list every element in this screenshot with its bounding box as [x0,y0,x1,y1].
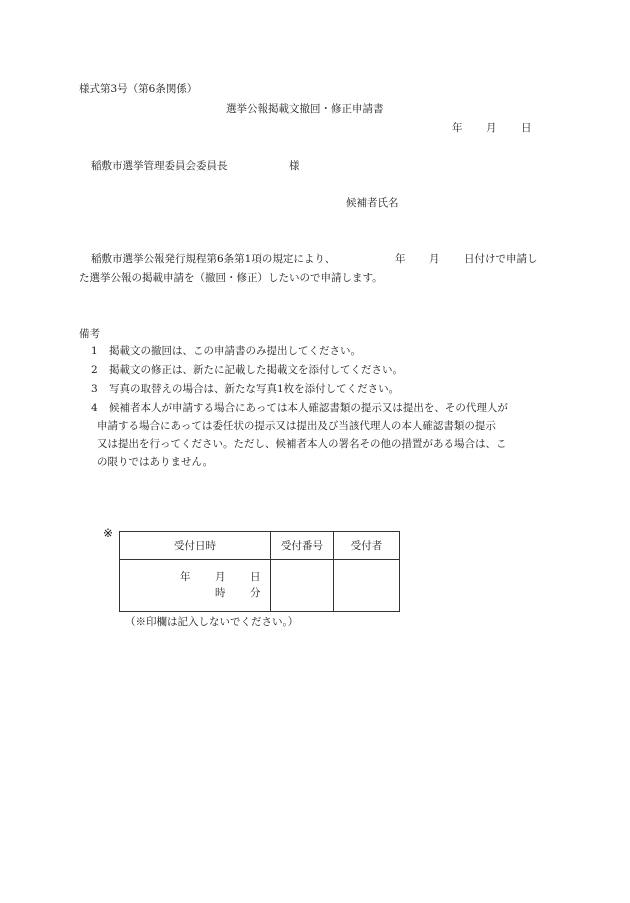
remark-text: 又は提出を行ってください。ただし、候補者本人の署名その他の措置がある場合は、こ [97,438,507,450]
remark-number: 1 [91,345,98,357]
body-line1-end: 日付けで申請し [464,253,538,265]
remarks-heading: 備考 [79,328,100,340]
candidate-name-label: 候補者氏名 [346,197,399,209]
receiver-cell[interactable] [334,560,400,612]
addressee-honorific: 様 [289,160,300,172]
remark-text: 掲載文の撤回は、この申請書のみ提出してください。 [109,345,361,357]
date-day-label: 日 [521,122,532,134]
body-line1-text: 稲敷市選挙公報発行規程第6条第1項の規定により、 [91,253,336,265]
addressee-name: 稲敷市選挙管理委員会委員長 [91,160,228,172]
unit-month: 月 [215,571,226,583]
remark-text: 写真の取替えの場合は、新たな写真1枚を添付してください。 [109,383,400,395]
header-receiver: 受付者 [334,532,400,560]
remark-text: 申請する場合にあっては委任状の提示又は提出及び当該代理人の本人確認書類の提示 [97,420,496,432]
unit-year: 年 [180,571,191,583]
reception-datetime-cell[interactable] [120,560,271,612]
remark-text: 候補者本人が申請する場合にあっては本人確認書類の提示又は提出を、その代理人が [109,402,508,414]
unit-minute: 分 [250,587,261,599]
body-line2: た選挙公報の掲載申請を（撤回・修正）したいので申請します。 [79,272,383,284]
unit-day: 日 [250,571,261,583]
body-month-label: 月 [429,253,440,265]
remark-text: 掲載文の修正は、新たに記載した掲載文を添付してください。 [109,364,403,376]
body-year-label: 年 [395,253,406,265]
remark-number: 4 [91,402,98,414]
date-year-label: 年 [452,122,463,134]
date-month-label: 月 [486,122,497,134]
header-reception-number: 受付番号 [271,532,334,560]
remark-text: の限りではありません。 [97,456,214,468]
reception-note: （※印欄は記入しないでください。） [125,616,299,628]
remark-number: 3 [91,383,98,395]
form-title: 選挙公報掲載文撤回・修正申請書 [226,103,384,115]
unit-hour: 時 [215,587,226,599]
reception-table [119,531,400,612]
remark-number: 2 [91,364,98,376]
form-number: 様式第3号（第6条関係） [79,83,198,95]
reception-mark: ※ [103,526,114,540]
reception-number-cell[interactable] [271,560,334,612]
header-reception-datetime: 受付日時 [120,532,271,560]
